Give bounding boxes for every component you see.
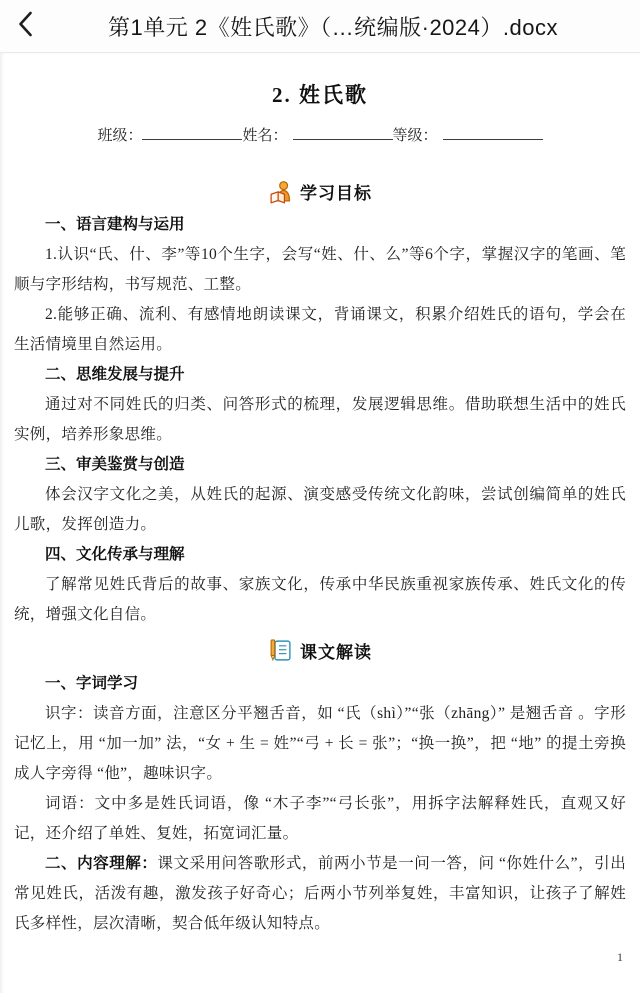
subheading: 四、文化传承与理解: [45, 546, 185, 563]
document-page: [0, 53, 640, 993]
paragraph: 了解常见姓氏背后的故事、家族文化，传承中华民族重视家族传承、姓氏文化的传统，增强文化自信。: [14, 576, 626, 623]
paragraph-body: 课文采用问答歌形式，前两小节是一问一答，问 “你姓什么”，引出常见姓氏，活泼有趣，激发孩子好奇心；后两小节列举复姓，丰富知识，让孩子了解姓氏多样性，层次清晰，契合低年级认知特点。: [14, 855, 626, 932]
paragraph: 词语：文中多是姓氏词语，像 “木子李”“弓长张”，用拆字法解释姓氏，直观又好记，还介绍了单姓、复姓，拓宽词汇量。: [14, 795, 626, 842]
name-label: 姓名：: [242, 128, 288, 144]
page-number: 1: [617, 950, 623, 964]
subheading: 三、审美鉴赏与创造: [45, 456, 185, 473]
section-heading-label: 学习目标: [300, 184, 372, 203]
student-info-line: [14, 124, 626, 145]
class-blank-line: [142, 124, 242, 140]
notebook-pencil-icon: [268, 638, 293, 663]
paragraph-lead: 二、内容理解：: [45, 855, 158, 872]
back-button[interactable]: [8, 0, 43, 52]
section-header-learning-goals: [14, 179, 626, 204]
chevron-left-icon: [18, 11, 33, 42]
grade-label: 等级：: [392, 128, 438, 144]
topbar: [0, 0, 640, 53]
paragraph: 2.能够正确、流利、有感情地朗读课文，背诵课文，积累介绍姓氏的语句，学会在生活情境里自然运用。: [14, 306, 626, 353]
section-header-text-analysis: [14, 638, 626, 663]
reading-person-icon: [268, 179, 293, 204]
paragraph: 体会汉字文化之美，从姓氏的起源、演变感受传统文化韵味，尝试创编简单的姓氏儿歌，发挥创造力。: [14, 486, 626, 533]
paragraph: [14, 849, 626, 939]
doc-title: 2. 姓氏歌: [272, 83, 368, 107]
paragraph: 识字：读音方面，注意区分平翘舌音，如 “氏（shì）”“张（zhāng）” 是翘舌音 。字形记忆上，用 “加一加” 法，“女 + 生 = 姓”“弓 + 长 = 张”；“换一换”，把 “地” 的提土旁换成人字旁得 “他”，趣味识字。: [14, 705, 626, 782]
file-title: 第1单元 2《姓氏歌》（…统编版·2024）.docx: [108, 14, 558, 40]
class-label: 班级：: [97, 128, 143, 144]
section-heading-label: 课文解读: [300, 643, 372, 662]
paragraph: 1.认识“氏、什、李”等10个生字，会写“姓、什、么”等6个字，掌握汉字的笔画、笔顺与字形结构，书写规范、工整。: [14, 246, 626, 293]
name-blank-line: [293, 124, 393, 140]
paragraph: 通过对不同姓氏的归类、问答形式的梳理，发展逻辑思维。借助联想生活中的姓氏实例，培养形象思维。: [14, 396, 626, 443]
subheading: 一、语言建构与运用: [45, 216, 185, 233]
grade-blank-line: [443, 124, 543, 140]
subheading: 一、字词学习: [45, 675, 139, 692]
subheading: 二、思维发展与提升: [45, 366, 185, 383]
